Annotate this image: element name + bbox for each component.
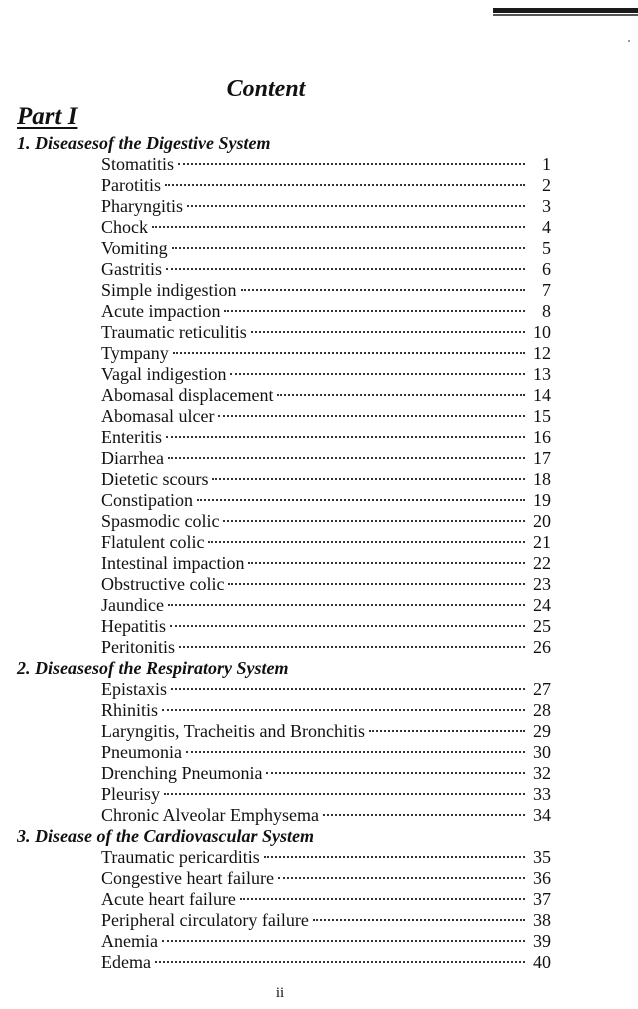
dot-leader <box>166 267 525 270</box>
scan-edge-mark-shadow <box>493 14 638 16</box>
dot-leader <box>152 225 525 228</box>
dot-leader <box>155 960 525 963</box>
toc-entry <box>101 679 551 700</box>
toc-entry <box>101 280 551 301</box>
dot-leader <box>313 918 525 921</box>
toc-entry-page: 13 <box>533 364 551 384</box>
toc-entry <box>101 511 551 532</box>
toc-entry <box>101 217 551 238</box>
toc-entry-title: Flatulent colic <box>101 532 205 552</box>
toc-entry-title: Intestinal impaction <box>101 553 245 573</box>
toc-entry-page: 39 <box>533 931 551 951</box>
toc-entry <box>101 301 551 322</box>
toc-entry <box>101 805 551 826</box>
toc-entry <box>101 154 551 175</box>
toc-entry <box>101 616 551 637</box>
toc-entry-page: 37 <box>533 889 551 909</box>
toc-entry-title: Pharyngitis <box>101 196 184 216</box>
toc-entry-title: Acute heart failure <box>101 889 236 909</box>
dot-leader <box>223 519 525 522</box>
toc-entry-page: 24 <box>533 595 551 615</box>
toc-entry-page: 25 <box>533 616 551 636</box>
toc-entry-page: 21 <box>533 532 551 552</box>
toc-entry-page: 20 <box>533 511 551 531</box>
toc-entry <box>101 448 551 469</box>
dot-leader <box>212 477 525 480</box>
toc-entry-page: 36 <box>533 868 551 888</box>
dot-leader <box>179 645 525 648</box>
toc-entry-title: Parotitis <box>101 175 162 195</box>
toc-entry <box>101 532 551 553</box>
section-title: 2. Diseasesof the Respiratory System <box>17 658 289 678</box>
dot-leader <box>187 204 525 207</box>
dot-leader <box>224 309 525 312</box>
part-title: Part I <box>17 103 78 130</box>
toc-entry <box>101 868 551 889</box>
toc-entry-page: 4 <box>542 217 551 237</box>
page-number: ii <box>275 985 285 1001</box>
toc-entry-page: 30 <box>533 742 551 762</box>
toc-entry-title: Jaundice <box>101 595 164 615</box>
toc-entry-title: Dietetic scours <box>101 469 209 489</box>
dot-leader <box>170 624 525 627</box>
scan-speck <box>628 40 630 42</box>
toc-entry <box>101 742 551 763</box>
toc-entry-page: 15 <box>533 406 551 426</box>
toc-entry-page: 8 <box>542 301 551 321</box>
toc-entry <box>101 910 551 931</box>
toc-entry-title: Anemia <box>101 931 158 951</box>
toc-entry-title: Traumatic reticulitis <box>101 322 247 342</box>
toc-entry-title: Peritonitis <box>101 637 176 657</box>
dot-leader <box>178 162 525 165</box>
dot-leader <box>208 540 525 543</box>
toc-entry-title: Obstructive colic <box>101 574 225 594</box>
dot-leader <box>168 456 525 459</box>
toc-entry-page: 38 <box>533 910 551 930</box>
toc-entry <box>101 931 551 952</box>
toc-entry-page: 1 <box>542 154 551 174</box>
toc-entry-title: Spasmodic colic <box>101 511 220 531</box>
dot-leader <box>165 183 525 186</box>
toc-entry-page: 26 <box>533 637 551 657</box>
toc-entry-title: Gastritis <box>101 259 162 279</box>
toc-entry-title: Congestive heart failure <box>101 868 274 888</box>
toc-entry-title: Pleurisy <box>101 784 161 804</box>
toc-entry-title: Simple indigestion <box>101 280 237 300</box>
section-title: 1. Diseasesof the Digestive System <box>17 133 271 153</box>
toc-entry-title: Epistaxis <box>101 679 167 699</box>
toc-entry-page: 27 <box>533 679 551 699</box>
dot-leader <box>323 813 525 816</box>
toc-entry-page: 19 <box>533 490 551 510</box>
dot-leader <box>173 351 525 354</box>
dot-leader <box>241 288 525 291</box>
dot-leader <box>218 414 525 417</box>
toc-entry <box>101 574 551 595</box>
toc-entry <box>101 847 551 868</box>
toc-entry <box>101 364 551 385</box>
toc-entry <box>101 175 551 196</box>
toc-entry-page: 10 <box>533 322 551 342</box>
dot-leader <box>251 330 525 333</box>
toc-entry-page: 2 <box>542 175 551 195</box>
toc-entry-title: Enteritis <box>101 427 162 447</box>
toc-entry-title: Laryngitis, Tracheitis and Bronchitis <box>101 721 365 741</box>
toc-entry-page: 16 <box>533 427 551 447</box>
dot-leader <box>197 498 525 501</box>
toc-entry <box>101 469 551 490</box>
toc-entry-title: Abomasal ulcer <box>101 406 215 426</box>
toc-entry-page: 33 <box>533 784 551 804</box>
toc-entry <box>101 238 551 259</box>
dot-leader <box>168 603 525 606</box>
toc-entry-page: 22 <box>533 553 551 573</box>
toc-entry-title: Traumatic pericarditis <box>101 847 260 867</box>
toc-entry-page: 14 <box>533 385 551 405</box>
dot-leader <box>166 435 525 438</box>
dot-leader <box>162 939 525 942</box>
toc-entry-page: 6 <box>542 259 551 279</box>
toc-entry-title: Tympany <box>101 343 169 363</box>
dot-leader <box>172 246 525 249</box>
toc-entry-page: 34 <box>533 805 551 825</box>
toc-entry-title: Stomatitis <box>101 154 175 174</box>
toc-entry-page: 35 <box>533 847 551 867</box>
toc-entry <box>101 490 551 511</box>
dot-leader <box>171 687 525 690</box>
toc-entry-title: Edema <box>101 952 151 972</box>
page-heading: Content <box>226 76 306 102</box>
toc-entry <box>101 427 551 448</box>
dot-leader <box>278 876 525 879</box>
dot-leader <box>369 729 525 732</box>
scan-edge-mark <box>493 8 638 13</box>
dot-leader <box>186 750 525 753</box>
toc-entry <box>101 763 551 784</box>
toc-entry-title: Hepatitis <box>101 616 166 636</box>
toc-entry-page: 29 <box>533 721 551 741</box>
dot-leader <box>228 582 525 585</box>
dot-leader <box>264 855 525 858</box>
toc-entry <box>101 595 551 616</box>
toc-entry-title: Chock <box>101 217 148 237</box>
toc-entry-page: 18 <box>533 469 551 489</box>
toc-entry-page: 32 <box>533 763 551 783</box>
toc-entry <box>101 721 551 742</box>
toc-entry <box>101 322 551 343</box>
toc-entry <box>101 385 551 406</box>
toc-entry-page: 3 <box>542 196 551 216</box>
toc-entry-page: 12 <box>533 343 551 363</box>
dot-leader <box>162 708 525 711</box>
toc-entry-page: 40 <box>533 952 551 972</box>
toc-entry <box>101 196 551 217</box>
toc-entry-page: 17 <box>533 448 551 468</box>
toc-entry <box>101 406 551 427</box>
toc-entry-page: 23 <box>533 574 551 594</box>
toc-entry-title: Vomiting <box>101 238 168 258</box>
toc-entry-page: 28 <box>533 700 551 720</box>
toc-entry <box>101 952 551 973</box>
toc-entry <box>101 637 551 658</box>
toc-entry-title: Drenching Pneumonia <box>101 763 263 783</box>
toc-entry <box>101 784 551 805</box>
toc-entry-title: Rhinitis <box>101 700 159 720</box>
toc-entry <box>101 343 551 364</box>
toc-entry <box>101 553 551 574</box>
dot-leader <box>266 771 525 774</box>
toc-entry-title: Constipation <box>101 490 194 510</box>
toc-entry <box>101 889 551 910</box>
toc-entry-title: Chronic Alveolar Emphysema <box>101 805 319 825</box>
toc-entry-title: Abomasal displacement <box>101 385 274 405</box>
toc-entry-title: Acute impaction <box>101 301 221 321</box>
dot-leader <box>164 792 525 795</box>
dot-leader <box>248 561 525 564</box>
toc-entry-page: 5 <box>542 238 551 258</box>
dot-leader <box>240 897 525 900</box>
toc-entry-title: Vagal indigestion <box>101 364 227 384</box>
toc-entry <box>101 259 551 280</box>
dot-leader <box>277 393 525 396</box>
dot-leader <box>230 372 525 375</box>
toc-entry-page: 7 <box>542 280 551 300</box>
toc-entry <box>101 700 551 721</box>
toc-entry-title: Diarrhea <box>101 448 164 468</box>
toc-entry-title: Peripheral circulatory failure <box>101 910 309 930</box>
toc-entry-title: Pneumonia <box>101 742 182 762</box>
section-title: 3. Disease of the Cardiovascular System <box>17 826 314 846</box>
